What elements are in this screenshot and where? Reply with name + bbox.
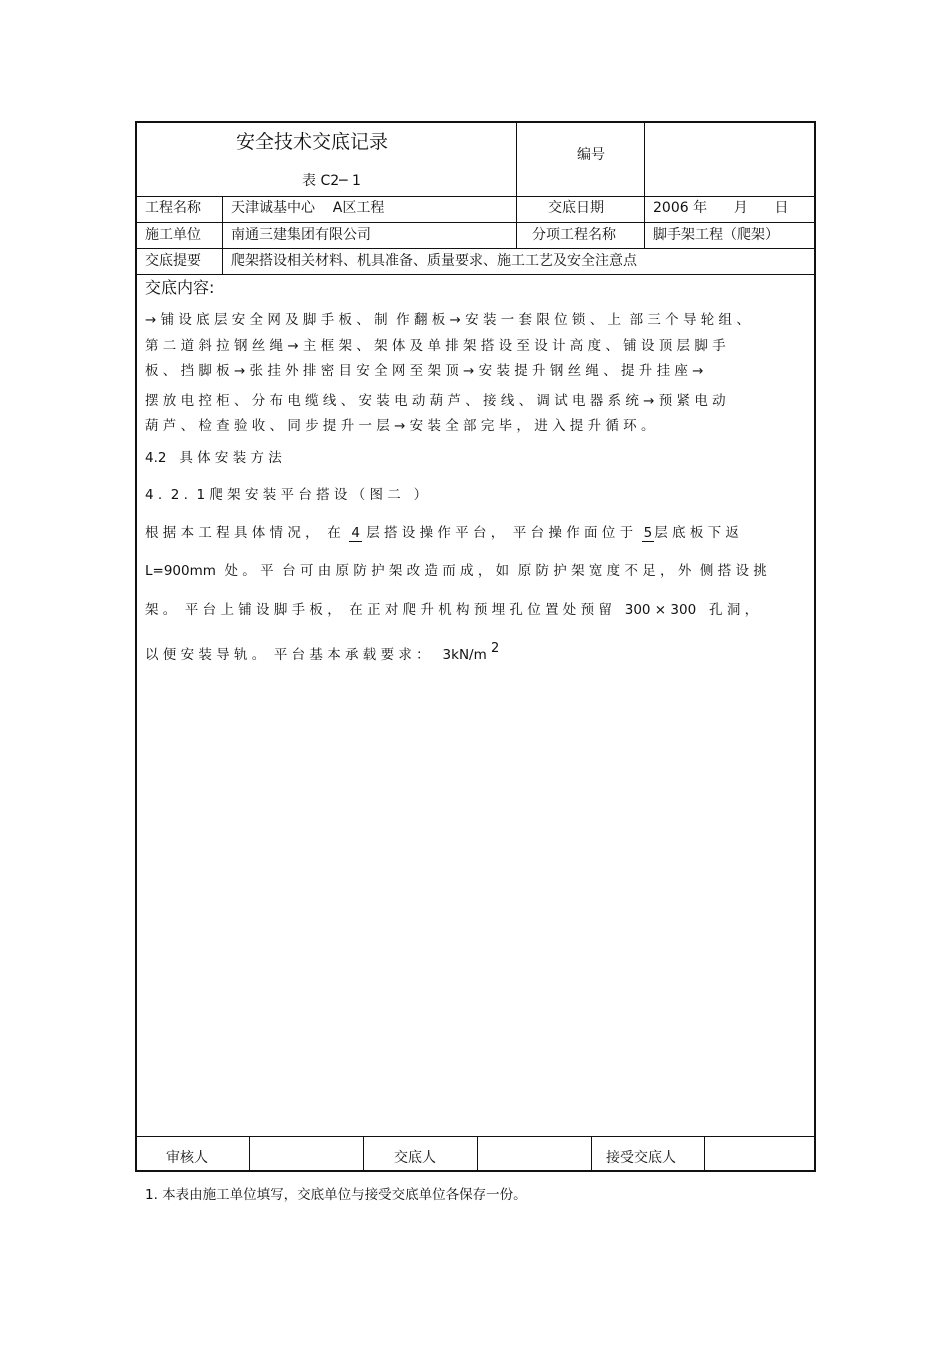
col-divider: [704, 1136, 705, 1171]
form-number: 表 C2─ 1: [302, 173, 361, 189]
row-divider: [136, 274, 816, 275]
content-line: 葫 芦 、 检 查 验 收 、 同 步 提 升 一 层 → 安 装 全 部 完 毕 ， 进 入 提 升 循 环 。: [145, 418, 655, 434]
content-heading: 交底内容:: [145, 278, 215, 297]
paragraph-text: 层 底 板 下 返: [654, 525, 739, 541]
date-value[interactable]: 2006 年 月 日: [653, 200, 789, 216]
summary-value[interactable]: 爬架搭设相关材料、机具准备、质量要求、施工工艺及安全注意点: [231, 253, 637, 269]
paragraph-text: 以 便 安 装 导 轨 。 平 台 基 本 承 载 要 求 ： 3kN/m: [145, 647, 487, 663]
form-title: 安全技术交底记录: [236, 131, 389, 153]
paragraph-text: 根 据 本 工 程 具 体 情 况 ， 在: [145, 525, 341, 541]
paragraph-text: 层 搭 设 操 作 平 台 ， 平 台 操 作 面 位 于: [366, 525, 634, 541]
summary-label: 交底提要: [145, 253, 201, 269]
col-divider: [249, 1136, 250, 1171]
col-divider: [477, 1136, 478, 1171]
superscript: 2: [491, 641, 500, 656]
row-divider: [136, 222, 816, 223]
content-line: → 铺 设 底 层 安 全 网 及 脚 手 板 、 制 作 翻 板 → 安 装 一 套 限 位 锁 、 上 部 三 个 导 轮 组 、: [145, 312, 750, 328]
floor-number: 4: [351, 525, 360, 541]
number-label: 编号: [577, 147, 605, 163]
project-name-value[interactable]: 天津诚基中心 A区工程: [231, 200, 385, 216]
project-name-label: 工程名称: [145, 200, 201, 216]
subproject-label: 分项工程名称: [532, 227, 616, 243]
paragraph-line: L=900mm 处 。 平 台 可 由 原 防 护 架 改 造 而 成 ， 如 原 防 护 架 宽 度 不 足 ， 外 侧 搭 设 挑: [145, 563, 767, 579]
col-divider: [222, 196, 223, 274]
receiver-label: 接受交底人: [606, 1150, 676, 1166]
col-divider: [591, 1136, 592, 1171]
content-line: 摆 放 电 控 柜 、 分 布 电 缆 线 、 安 装 电 动 葫 芦 、 接 线 、 调 试 电 器 系 统 → 预 紧 电 动: [145, 393, 726, 409]
col-divider: [644, 122, 645, 248]
paragraph-line: [145, 521, 739, 542]
col-divider: [363, 1136, 364, 1171]
date-label: 交底日期: [548, 200, 604, 216]
footnote: 1. 本表由施工单位填写，交底单位与接受交底单位各保存一份。: [145, 1187, 527, 1203]
floor-number: 5: [643, 525, 653, 541]
subproject-value[interactable]: 脚手架工程（爬架）: [653, 227, 779, 243]
contractor-value[interactable]: 南通三建集团有限公司: [231, 227, 371, 243]
row-divider: [136, 248, 816, 249]
reviewer-label: 审核人: [166, 1150, 208, 1166]
content-line: 板 、 挡 脚 板 → 张 挂 外 排 密 目 安 全 网 至 架 顶 → 安 装 提 升 钢 丝 绳 、 提 升 挂 座 →: [145, 363, 704, 379]
paragraph-line: [145, 643, 499, 663]
row-divider: [136, 1136, 816, 1137]
subsection-heading: 4 . 2 . 1 爬 架 安 装 平 台 搭 设 （ 图 二 ）: [145, 487, 428, 503]
contractor-label: 施工单位: [145, 227, 201, 243]
row-divider: [136, 196, 816, 197]
presenter-label: 交底人: [394, 1150, 436, 1166]
paragraph-line: 架 。 平 台 上 铺 设 脚 手 板 ， 在 正 对 爬 升 机 构 预 埋 孔 位 置 处 预 留 300 × 300 孔 洞 ，: [145, 602, 759, 618]
col-divider: [516, 122, 517, 248]
section-heading: 4.2 具 体 安 装 方 法: [145, 450, 282, 466]
content-line: 第 二 道 斜 拉 钢 丝 绳 → 主 框 架 、 架 体 及 单 排 架 搭 设 至 设 计 高 度 、 铺 设 顶 层 脚 手: [145, 338, 726, 354]
